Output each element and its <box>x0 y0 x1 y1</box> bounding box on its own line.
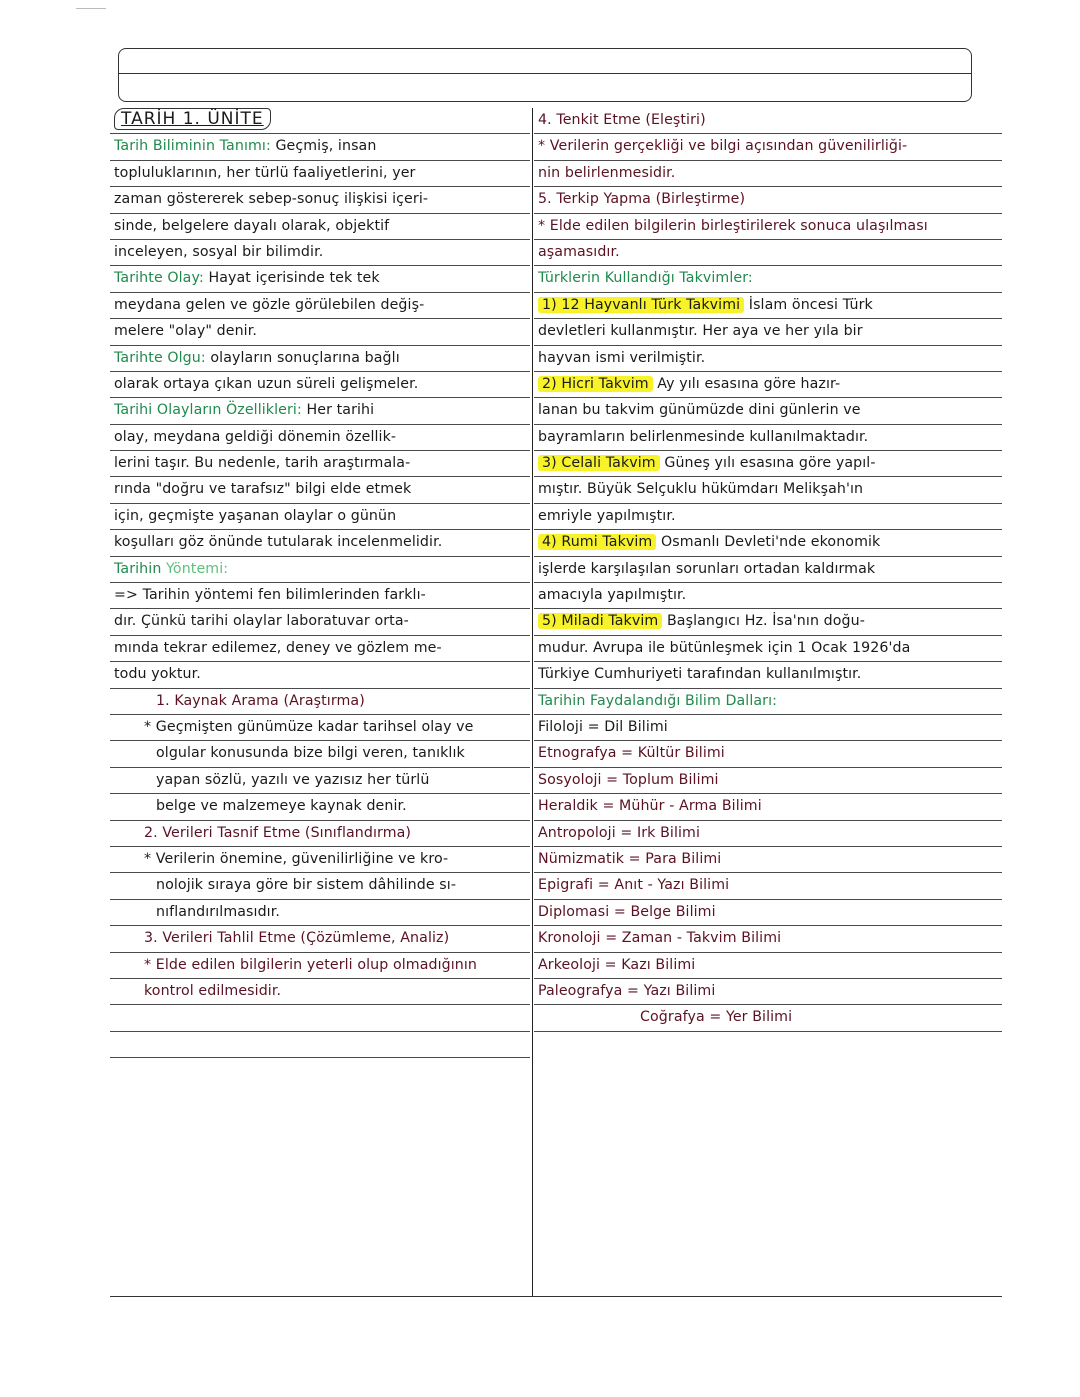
header-box <box>118 48 972 102</box>
note-text: bayramların belirlenmesinde kullanılmaktadır. <box>538 428 869 445</box>
note-text: mıştır. Büyük Selçuklu hükümdarı Melikşah'ın <box>538 481 864 498</box>
note-line <box>534 794 1002 820</box>
note-text: olay, meydana geldiği dönemin özellik- <box>114 428 397 445</box>
note-text: koşulları göz önünde tutularak incelenmelidir. <box>114 534 443 551</box>
note-line <box>534 662 1002 688</box>
note-text: mında tekrar edilemez, deney ve gözlem me- <box>114 639 442 656</box>
note-line <box>534 689 1002 715</box>
note-text: amacıyla yapılmıştır. <box>538 587 687 604</box>
note-line <box>110 926 530 952</box>
note-line <box>534 319 1002 345</box>
note-line <box>534 451 1002 477</box>
note-line <box>534 821 1002 847</box>
note-text: Geçmiş, insan <box>270 138 377 155</box>
note-line <box>534 636 1002 662</box>
note-text: Ay yılı esasına göre hazır- <box>652 375 841 392</box>
right-column <box>534 108 1002 1032</box>
note-text: olarak ortaya çıkan uzun süreli gelişmeler. <box>114 375 419 392</box>
note-line <box>110 187 530 213</box>
highlighted-term: 5) Miladi Takvim <box>538 613 662 629</box>
note-text: Etnografya = Kültür Bilimi <box>538 745 725 762</box>
note-text: Filoloji = Dil Bilimi <box>538 718 668 735</box>
highlighted-term: 3) Celali Takvim <box>538 455 660 471</box>
note-text: nolojik sıraya göre bir sistem dâhilinde sı- <box>156 877 457 894</box>
note-line <box>534 583 1002 609</box>
note-text: Antropoloji = Irk Bilimi <box>538 824 701 841</box>
note-text: * Verilerin gerçekliği ve bilgi açısından güvenilirliği- <box>538 138 908 155</box>
note-line <box>534 847 1002 873</box>
note-line <box>110 873 530 899</box>
note-line <box>534 293 1002 319</box>
section-heading: Tarihte Olgu: <box>114 349 206 366</box>
note-text: Hayat içerisinde tek tek <box>203 270 380 287</box>
note-line <box>110 847 530 873</box>
note-line <box>110 477 530 503</box>
note-line <box>110 794 530 820</box>
note-text: aşamasıdır. <box>538 243 620 260</box>
note-line <box>110 214 530 240</box>
section-heading: Tarihin <box>114 560 162 577</box>
note-line <box>534 372 1002 398</box>
step-heading: 2. Verileri Tasnif Etme (Sınıflandırma) <box>144 824 412 841</box>
note-line <box>110 689 530 715</box>
note-line <box>534 214 1002 240</box>
note-text: meydana gelen ve gözle görülebilen değiş- <box>114 296 425 313</box>
page-title: TARİH 1. ÜNİTE <box>114 108 271 130</box>
note-line <box>110 240 530 266</box>
note-text: Güneş yılı esasına göre yapıl- <box>659 455 876 472</box>
note-text: Kronoloji = Zaman - Takvim Bilimi <box>538 930 782 947</box>
section-heading: Tarih Biliminin Tanımı: <box>114 138 271 155</box>
note-text: Diplomasi = Belge Bilimi <box>538 903 716 920</box>
highlighted-term: 1) 12 Hayvanlı Türk Takvimi <box>538 297 744 313</box>
step-heading: 3. Verileri Tahlil Etme (Çözümleme, Analiz) <box>144 930 450 947</box>
note-text: İslam öncesi Türk <box>744 296 873 313</box>
note-line <box>534 134 1002 160</box>
note-text: => Tarihin yöntemi fen bilimlerinden farklı- <box>114 587 426 604</box>
step-heading: 4. Tenkit Etme (Eleştiri) <box>538 112 706 128</box>
note-text: Epigrafi = Anıt - Yazı Bilimi <box>538 877 730 894</box>
note-line <box>110 609 530 635</box>
note-text: Arkeoloji = Kazı Bilimi <box>538 956 696 973</box>
note-text: lerini taşır. Bu nedenle, tarih araştırmala- <box>114 455 411 472</box>
column-divider <box>532 108 533 1296</box>
section-heading: Tarihi Olayların Özellikleri: <box>114 402 302 419</box>
note-text: inceleyen, sosyal bir bilimdir. <box>114 243 324 260</box>
note-line <box>534 557 1002 583</box>
step-heading: 5. Terkip Yapma (Birleştirme) <box>538 191 746 208</box>
note-line <box>110 979 530 1005</box>
note-line <box>110 953 530 979</box>
notebook-sheet <box>110 108 1002 1298</box>
note-text: topluluklarının, her türlü faaliyetlerini, yer <box>114 164 416 181</box>
header-box-divider <box>119 73 971 74</box>
note-line <box>110 319 530 345</box>
note-line <box>110 636 530 662</box>
note-line <box>534 768 1002 794</box>
note-text: dır. Çünkü tarihi olaylar laboratuvar orta- <box>114 613 409 630</box>
note-line <box>110 504 530 530</box>
section-heading: Tarihin Faydalandığı Bilim Dalları: <box>538 692 778 709</box>
note-text: Sosyoloji = Toplum Bilimi <box>538 771 719 788</box>
note-text: * Verilerin önemine, güvenilirliğine ve kro- <box>144 850 449 867</box>
note-text: Her tarihi <box>301 402 375 419</box>
note-text: Osmanlı Devleti'nde ekonomik <box>656 534 881 551</box>
note-text: için, geçmişte yaşanan olaylar o günün <box>114 507 397 524</box>
note-line <box>110 821 530 847</box>
note-line <box>110 662 530 688</box>
section-heading: Tarihte Olay: <box>114 270 204 287</box>
note-line <box>534 1005 1002 1031</box>
left-column <box>110 108 530 1058</box>
highlighted-term: 2) Hicri Takvim <box>538 376 653 392</box>
note-line <box>110 372 530 398</box>
note-line <box>110 266 530 292</box>
note-line <box>534 715 1002 741</box>
bottom-rule <box>110 1296 1002 1297</box>
note-text: melere "olay" denir. <box>114 323 257 340</box>
note-text: * Elde edilen bilgilerin yeterli olup olmadığının <box>144 956 478 973</box>
note-line <box>534 873 1002 899</box>
note-line <box>110 583 530 609</box>
note-line <box>534 425 1002 451</box>
note-text: Türkiye Cumhuriyeti tarafından kullanılmıştır. <box>538 666 862 683</box>
note-line <box>534 953 1002 979</box>
note-text: nıflandırılmasıdır. <box>156 903 280 920</box>
note-line <box>110 451 530 477</box>
note-line <box>534 398 1002 424</box>
note-text: Coğrafya = Yer Bilimi <box>640 1009 793 1026</box>
note-text: mudur. Avrupa ile bütünleşmek için 1 Ocak 1926'da <box>538 639 911 656</box>
note-text: sinde, belgelere dayalı olarak, objektif <box>114 217 390 234</box>
note-text: yapan sözlü, yazılı ve yazısız her türlü <box>156 771 430 788</box>
page-title-line <box>110 108 530 134</box>
note-line <box>110 293 530 319</box>
section-heading: Yöntemi: <box>161 560 229 577</box>
note-text: Nümizmatik = Para Bilimi <box>538 850 722 867</box>
note-text: Başlangıcı Hz. İsa'nın doğu- <box>662 613 865 630</box>
note-line <box>534 979 1002 1005</box>
note-line-empty <box>110 1032 530 1058</box>
note-line <box>110 900 530 926</box>
note-line <box>110 530 530 556</box>
note-line <box>110 557 530 583</box>
note-line <box>534 161 1002 187</box>
note-line <box>534 108 1002 134</box>
note-line <box>110 425 530 451</box>
note-text: Heraldik = Mühür - Arma Bilimi <box>538 798 762 815</box>
note-text: nin belirlenmesidir. <box>538 164 676 181</box>
note-text: devletleri kullanmıştır. Her aya ve her yıla bir <box>538 323 863 340</box>
step-heading: 1. Kaynak Arama (Araştırma) <box>156 692 365 709</box>
note-text: kontrol edilmesidir. <box>144 982 282 999</box>
note-line <box>110 346 530 372</box>
note-line <box>534 504 1002 530</box>
note-text: lanan bu takvim günümüzde dini günlerin ve <box>538 402 861 419</box>
note-text: Paleografya = Yazı Bilimi <box>538 982 716 999</box>
note-line <box>110 741 530 767</box>
note-text: belge ve malzemeye kaynak denir. <box>156 798 407 815</box>
note-text: işlerde karşılaşılan sorunları ortadan kaldırmak <box>538 560 876 577</box>
note-line <box>534 926 1002 952</box>
note-text: * Elde edilen bilgilerin birleştirilerek sonuca ulaşılması <box>538 217 928 234</box>
note-line <box>534 609 1002 635</box>
note-line <box>534 530 1002 556</box>
note-line <box>534 477 1002 503</box>
note-line <box>110 134 530 160</box>
note-line <box>110 161 530 187</box>
note-line <box>534 240 1002 266</box>
note-text: todu yoktur. <box>114 666 201 683</box>
note-line <box>534 741 1002 767</box>
note-line <box>110 398 530 424</box>
note-text: olayların sonuçlarına bağlı <box>205 349 400 366</box>
note-line-empty <box>110 1005 530 1031</box>
note-text: rında "doğru ve tarafsız" bilgi elde etmek <box>114 481 412 498</box>
scan-corner-mark <box>76 8 106 9</box>
note-text: * Geçmişten günümüze kadar tarihsel olay ve <box>144 718 474 735</box>
note-line <box>534 346 1002 372</box>
note-text: emriyle yapılmıştır. <box>538 507 676 524</box>
note-line <box>534 900 1002 926</box>
note-text: zaman göstererek sebep-sonuç ilişkisi içeri- <box>114 191 429 208</box>
highlighted-term: 4) Rumi Takvim <box>538 534 656 550</box>
section-heading: Türklerin Kullandığı Takvimler: <box>538 270 753 287</box>
note-line <box>534 266 1002 292</box>
note-line <box>534 187 1002 213</box>
note-text: hayvan ismi verilmiştir. <box>538 349 706 366</box>
note-line <box>110 768 530 794</box>
note-text: olgular konusunda bize bilgi veren, tanıklık <box>156 745 465 762</box>
note-line <box>110 715 530 741</box>
